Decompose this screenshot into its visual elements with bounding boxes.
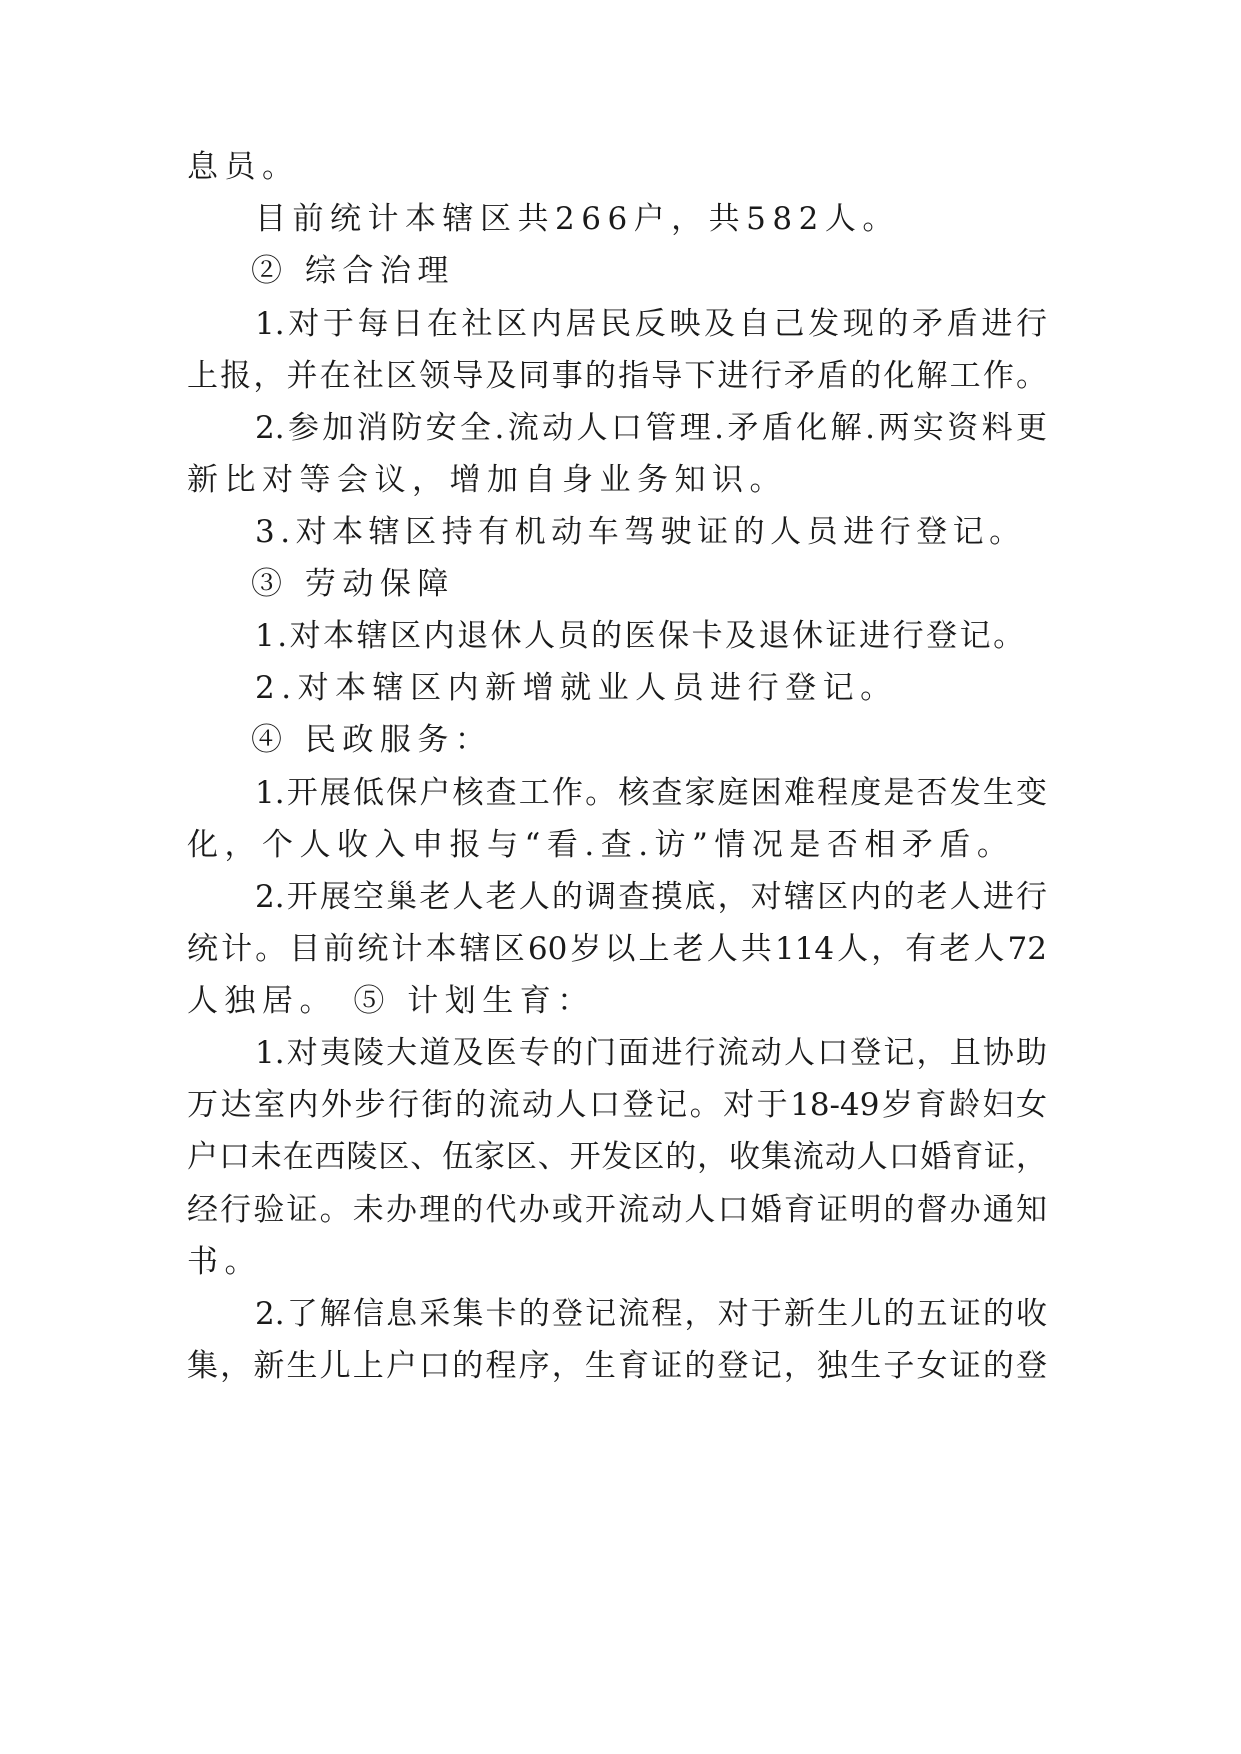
paragraph-line: 2.参加消防安全.流动人口管理.矛盾化解.两实资料更 [255, 410, 1047, 446]
paragraph-line: 2.了解信息采集卡的登记流程，对于新生儿的五证的收 [255, 1296, 1047, 1332]
paragraph-line: 2.对本辖区内新增就业人员进行登记。 [255, 670, 898, 706]
section-heading-comprehensive-governance: ② 综合治理 [251, 253, 455, 289]
section-heading-civil-affairs: ④ 民政服务： [251, 722, 493, 758]
paragraph-line-family-planning-heading: 人独居。 ⑤ 计划生育： [187, 983, 595, 1019]
paragraph-line: 书。 [187, 1244, 262, 1280]
paragraph-line: 户口未在西陵区、伍家区、开发区的，收集流动人口婚育证， [187, 1139, 1047, 1175]
paragraph-line: 上报，并在社区领导及同事的指导下进行矛盾的化解工作。 [187, 358, 1047, 394]
section-heading-labor-security: ③ 劳动保障 [251, 566, 455, 602]
paragraph-line: 1.对夷陵大道及医专的门面进行流动人口登记，且协助 [255, 1035, 1047, 1071]
paragraph-line: 目前统计本辖区共266户，共582人。 [255, 201, 900, 237]
paragraph-line: 化，个人收入申报与“看.查.访”情况是否相矛盾。 [187, 827, 1015, 863]
paragraph-line: 息员。 [187, 149, 300, 185]
paragraph-line: 2.开展空巢老人老人的调查摸底，对辖区内的老人进行 [255, 879, 1047, 915]
paragraph-line: 1.对本辖区内退休人员的医保卡及退休证进行登记。 [255, 618, 1027, 654]
paragraph-line: 万达室内外步行街的流动人口登记。对于18-49岁育龄妇女 [187, 1087, 1047, 1123]
paragraph-line: 1.开展低保户核查工作。核查家庭困难程度是否发生变 [255, 775, 1047, 811]
paragraph-line: 3.对本辖区持有机动车驾驶证的人员进行登记。 [255, 514, 1026, 550]
paragraph-line: 新比对等会议，增加自身业务知识。 [187, 462, 787, 498]
paragraph-line: 集，新生儿上户口的程序，生育证的登记，独生子女证的登 [187, 1348, 1047, 1384]
paragraph-line: 统计。目前统计本辖区60岁以上老人共114人，有老人72 [187, 931, 1047, 967]
paragraph-line: 1.对于每日在社区内居民反映及自己发现的矛盾进行 [255, 306, 1047, 342]
paragraph-line: 经行验证。未办理的代办或开流动人口婚育证明的督办通知 [187, 1192, 1047, 1228]
